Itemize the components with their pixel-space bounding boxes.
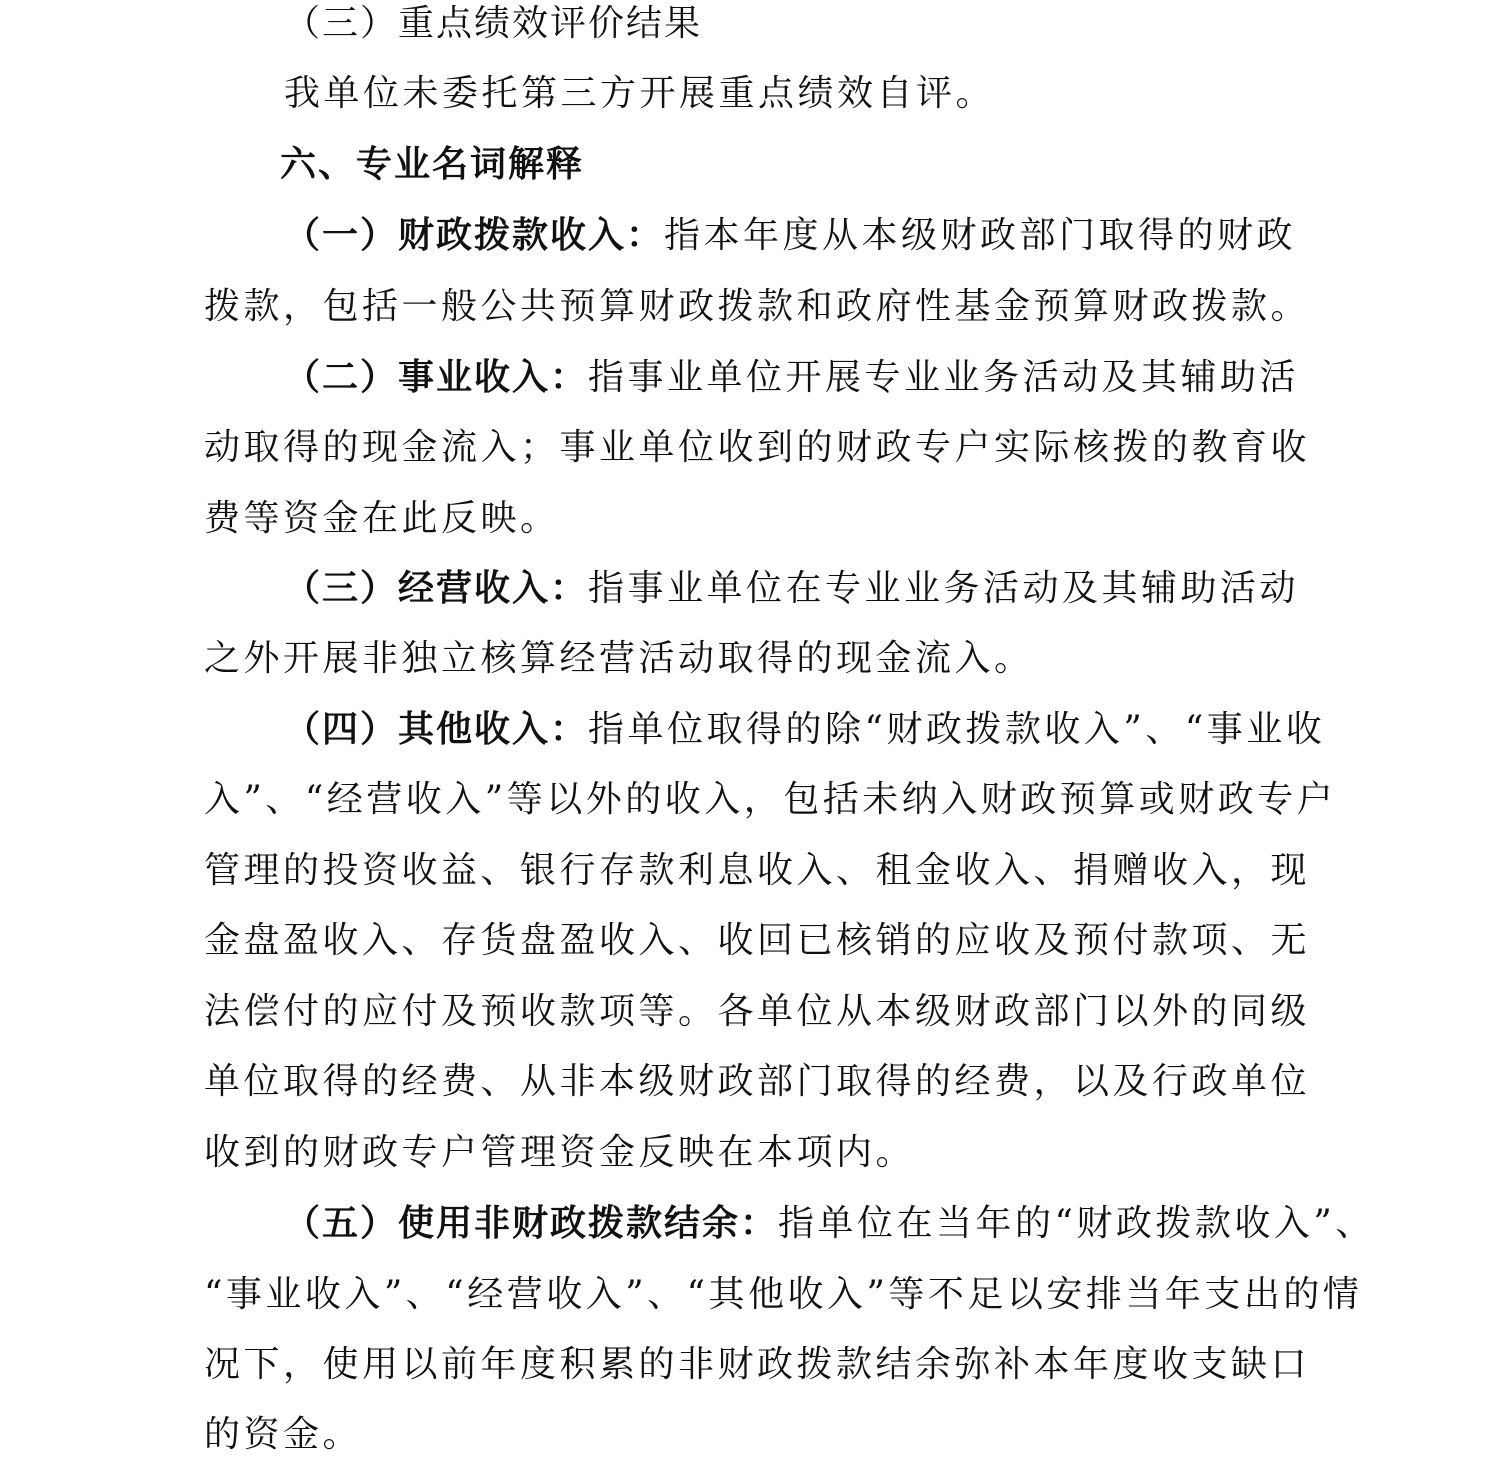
term-definition-line: 动取得的现金流入；事业单位收到的财政专户实际核拨的教育收 xyxy=(204,427,1311,468)
term-definition-line: 拨款，包括一般公共预算财政拨款和政府性基金预算财政拨款。 xyxy=(204,286,1311,327)
term-definition-line: 单位取得的经费、从非本级财政部门取得的经费，以及行政单位 xyxy=(204,1061,1311,1102)
term-definition: 指单位取得的除“财政拨款收入”、“事业收 xyxy=(588,709,1326,750)
subheading-key-performance-results: （三）重点绩效评价结果 xyxy=(284,3,703,44)
term-definition: 指单位在当年的“财政拨款收入”、 xyxy=(778,1203,1375,1244)
term-definition-line: 法偿付的应付及预收款项等。各单位从本级财政部门以外的同级 xyxy=(204,991,1311,1032)
term-definition-line: 管理的投资收益、银行存款利息收入、租金收入、捐赠收入，现 xyxy=(204,850,1311,891)
term-operating-income xyxy=(284,567,1299,611)
term-definition-line: 费等资金在此反映。 xyxy=(204,498,560,539)
term-definition-line: 收到的财政专户管理资金反映在本项内。 xyxy=(204,1132,916,1173)
heading-glossary: 六、专业名词解释 xyxy=(280,144,585,185)
term-definition-line: 之外开展非独立核算经营活动取得的现金流入。 xyxy=(204,638,1034,679)
term-definition: 指事业单位在专业业务活动及其辅助活动 xyxy=(588,568,1300,609)
term-non-fiscal-surplus-usage xyxy=(284,1202,1375,1246)
term-label: （一）财政拨款收入： xyxy=(284,215,665,256)
term-business-income xyxy=(284,356,1299,400)
term-definition-line: 金盘盈收入、存货盘盈收入、收回已核销的应收及预付款项、无 xyxy=(204,920,1311,961)
term-definition: 指事业单位开展专业业务活动及其辅助活 xyxy=(588,357,1300,398)
term-label: （三）经营收入： xyxy=(284,568,589,609)
term-definition-line: 入”、“经营收入”等以外的收入，包括未纳入财政预算或财政专户 xyxy=(204,779,1337,820)
term-fiscal-appropriation-income xyxy=(284,214,1296,258)
paragraph-self-evaluation: 我单位未委托第三方开展重点绩效自评。 xyxy=(284,73,996,114)
term-label: （五）使用非财政拨款结余： xyxy=(284,1203,779,1244)
term-definition: 指本年度从本级财政部门取得的财政 xyxy=(664,215,1297,256)
term-definition-line: 况下，使用以前年度积累的非财政拨款结余弥补本年度收支缺口 xyxy=(204,1344,1311,1385)
term-definition-line: 的资金。 xyxy=(204,1414,363,1455)
term-label: （二）事业收入： xyxy=(284,357,589,398)
term-definition-line: “事业收入”、“经营收入”、“其他收入”等不足以安排当年支出的情 xyxy=(204,1274,1363,1315)
term-label: （四）其他收入： xyxy=(284,709,589,750)
term-other-income xyxy=(284,708,1325,752)
